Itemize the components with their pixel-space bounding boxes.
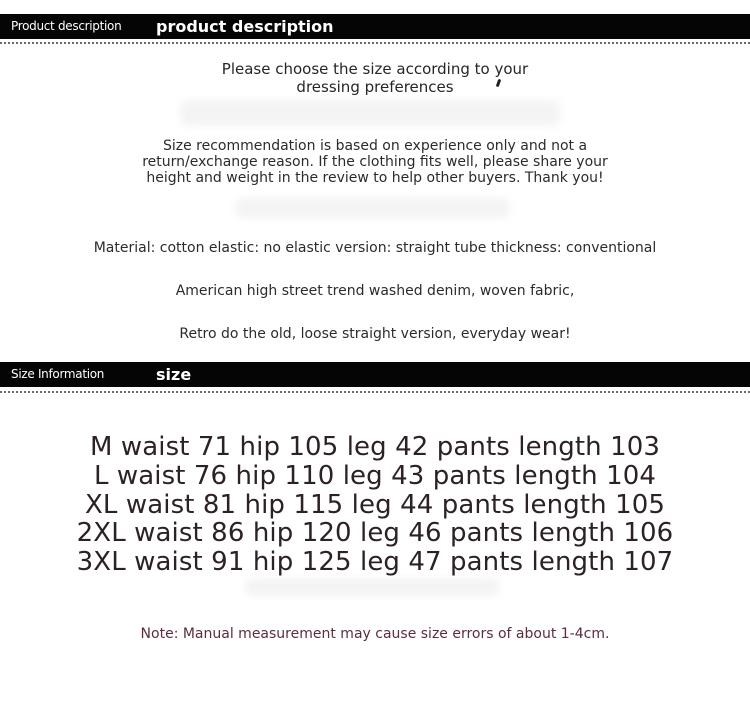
section-header-size-information — [0, 362, 750, 387]
section-header-product-description — [0, 14, 750, 39]
size-row: M waist 71 hip 105 leg 42 pants length 103 — [89, 432, 661, 462]
style-text: American high street trend washed denim, woven fabric, — [175, 283, 575, 299]
dotted-divider — [0, 391, 750, 393]
size-row: XL waist 81 hip 115 leg 44 pants length 105 — [84, 490, 666, 520]
size-recommendation-text: height and weight in the review to help other buyers. Thank you! — [146, 170, 604, 186]
faded-background-band — [235, 198, 510, 218]
choose-size-text: dressing preferences — [296, 78, 454, 96]
material-text: Material: cotton elastic: no elastic version: straight tube thickness: conventional — [93, 240, 657, 256]
size-recommendation-text: return/exchange reason. If the clothing fits well, please share your — [142, 154, 608, 170]
dotted-divider — [0, 42, 750, 44]
size-recommendation-text: Size recommendation is based on experience only and not a — [162, 138, 588, 154]
size-row: 3XL waist 91 hip 125 leg 47 pants length 107 — [76, 547, 674, 577]
section-label-big: size — [156, 365, 192, 384]
style-text: Retro do the old, loose straight version, everyday wear! — [179, 326, 571, 342]
faded-background-band — [180, 100, 560, 126]
size-row: L waist 76 hip 110 leg 43 pants length 104 — [93, 461, 657, 491]
section-label-small: Size Information — [11, 367, 105, 381]
choose-size-text: Please choose the size according to your — [221, 60, 529, 78]
size-row: 2XL waist 86 hip 120 leg 46 pants length 106 — [76, 518, 674, 548]
section-label-small: Product description — [11, 19, 122, 33]
section-label-big: product description — [156, 17, 334, 36]
measurement-note: Note: Manual measurement may cause size errors of about 1-4cm. — [140, 626, 610, 642]
faded-background-band — [245, 578, 500, 596]
